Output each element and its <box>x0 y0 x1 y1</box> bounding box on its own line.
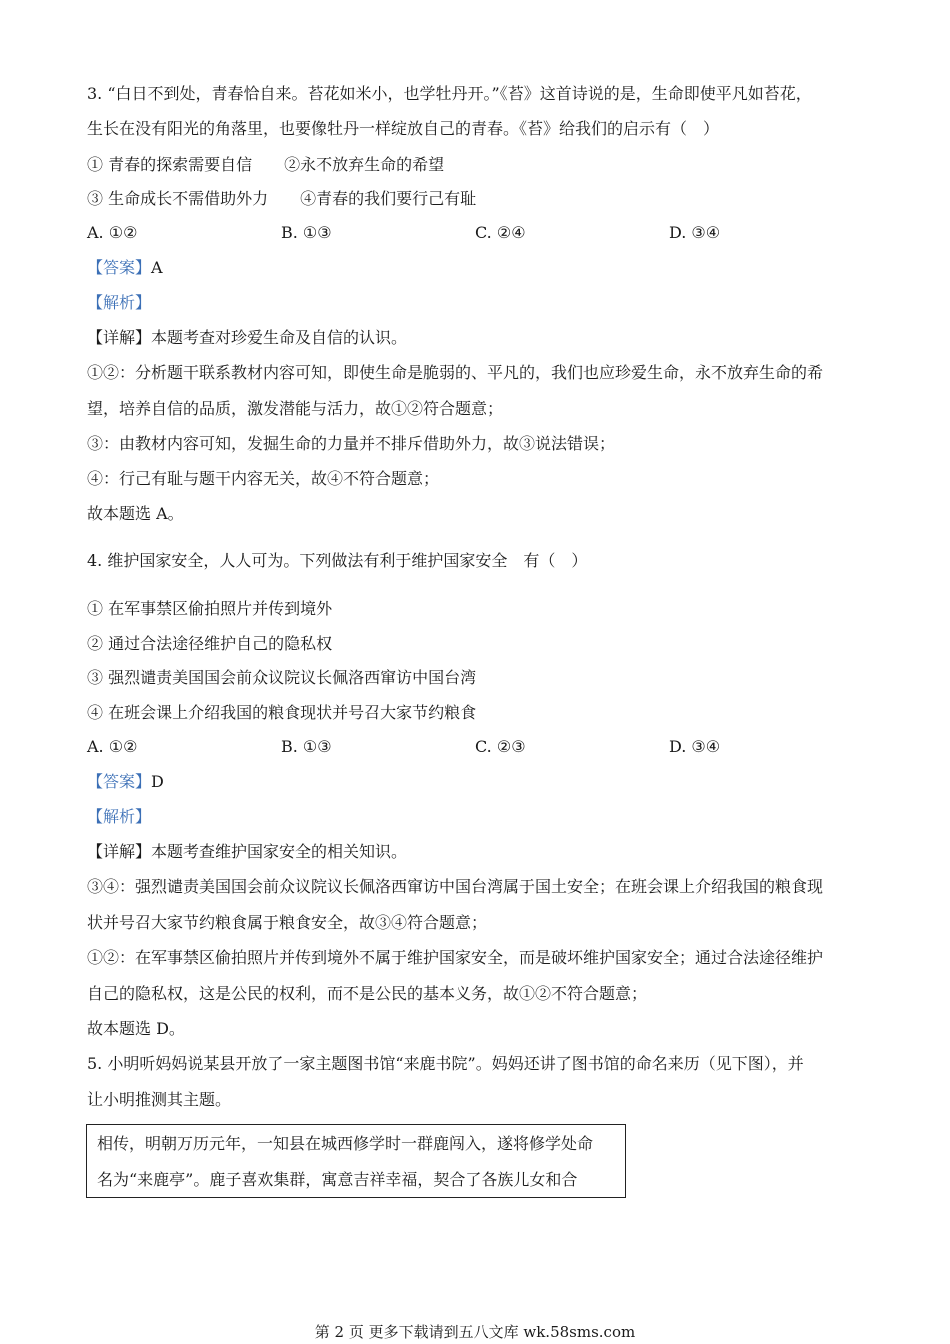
q3-exp1-line2: 望，培养自信的品质，激发潜能与活力，故①②符合题意； <box>87 399 504 418</box>
q4-answer <box>87 771 164 793</box>
q4-exp1-line1: ③④：强烈谴责美国国会前众议院议长佩洛西窜访中国台湾属于国土安全；在班会课上介绍我国的粮食现 <box>87 877 824 896</box>
detail-tag: 【详解】 <box>87 842 152 861</box>
q4-option-a: A. ①② <box>87 737 138 756</box>
q3-stem-line1: 3. “白日不到处，青春恰自来。苔花如米小，也学牡丹开。”《苔》这首诗说的是，生命即使平凡如苔花， <box>87 84 812 103</box>
q4-item-2: ② 通过合法途径维护自己的隐私权 <box>87 634 333 653</box>
page-footer: 第 2 页 更多下载请到五八文库 wk.58sms.com <box>314 1323 636 1341</box>
detail-text: 本题考查维护国家安全的相关知识。 <box>151 842 408 861</box>
q3-analysis-tag: 【解析】 <box>87 293 152 312</box>
q3-exp3: ④：行己有耻与题干内容无关，故④不符合题意； <box>87 469 440 488</box>
q4-exp2-line2: 自己的隐私权，这是公民的权利，而不是公民的基本义务，故①②不符合题意； <box>87 984 648 1003</box>
q4-item-4: ④ 在班会课上介绍我国的粮食现状并号召大家节约粮食 <box>87 703 477 722</box>
answer-value: A <box>151 258 163 277</box>
q4-option-d: D. ③④ <box>669 737 721 756</box>
q3-option-d: D. ③④ <box>669 223 721 242</box>
q3-exp2: ③：由教材内容可知，发掘生命的力量并不排斥借助外力，故③说法错误； <box>87 434 616 453</box>
q3-conclusion: 故本题选 A。 <box>87 504 184 523</box>
q3-option-a: A. ①② <box>87 223 138 242</box>
answer-tag: 【答案】 <box>87 772 152 791</box>
q4-option-b: B. ①③ <box>281 737 332 756</box>
q5-box-line1: 相传，明朝万历元年，一知县在城西修学时一群鹿闯入，遂将修学处命 <box>97 1134 594 1153</box>
q3-answer <box>87 257 163 279</box>
q3-stem-line2: 生长在没有阳光的角落里，也要像牡丹一样绽放自己的青春。《苔》给我们的启示有（ ） <box>87 119 720 138</box>
q4-analysis-tag: 【解析】 <box>87 807 152 826</box>
q3-exp1-line1: ①②：分析题干联系教材内容可知，即使生命是脆弱的、平凡的，我们也应珍爱生命，永不放弃生命的希 <box>87 363 824 382</box>
q5-stem-line2: 让小明推测其主题。 <box>87 1090 232 1109</box>
q4-exp2-line1: ①②：在军事禁区偷拍照片并传到境外不属于维护国家安全，而是破坏维护国家安全；通过合法途径维护 <box>87 948 824 967</box>
q3-option-c: C. ②④ <box>475 223 526 242</box>
q3-detail <box>87 327 407 349</box>
answer-tag: 【答案】 <box>87 258 152 277</box>
q4-stem: 4. 维护国家安全，人人可为。下列做法有利于维护国家安全 有（ ） <box>87 551 588 570</box>
detail-tag: 【详解】 <box>87 328 152 347</box>
q4-conclusion: 故本题选 D。 <box>87 1019 185 1038</box>
q4-exp1-line2: 状并号召大家节约粮食属于粮食安全，故③④符合题意； <box>87 913 488 932</box>
q5-stem-line1: 5. 小明听妈妈说某县开放了一家主题图书馆“来鹿书院”。妈妈还讲了图书馆的命名来历（见下图），并 <box>87 1054 804 1073</box>
detail-text: 本题考查对珍爱生命及自信的认识。 <box>151 328 408 347</box>
q4-detail <box>87 841 407 863</box>
q4-item-1: ① 在军事禁区偷拍照片并传到境外 <box>87 599 333 618</box>
q3-option-b: B. ①③ <box>281 223 332 242</box>
q4-item-3: ③ 强烈谴责美国国会前众议院议长佩洛西窜访中国台湾 <box>87 668 477 687</box>
q3-items-row1: ① 青春的探索需要自信 ②永不放弃生命的希望 <box>87 155 445 174</box>
q5-box-line2: 名为“来鹿亭”。鹿子喜欢集群，寓意吉祥幸福，契合了各族儿女和合 <box>97 1170 578 1189</box>
q5-quote-box <box>86 1124 626 1198</box>
q3-items-row2: ③ 生命成长不需借助外力 ④青春的我们要行己有耻 <box>87 189 477 208</box>
answer-value: D <box>151 772 164 791</box>
q4-option-c: C. ②③ <box>475 737 526 756</box>
